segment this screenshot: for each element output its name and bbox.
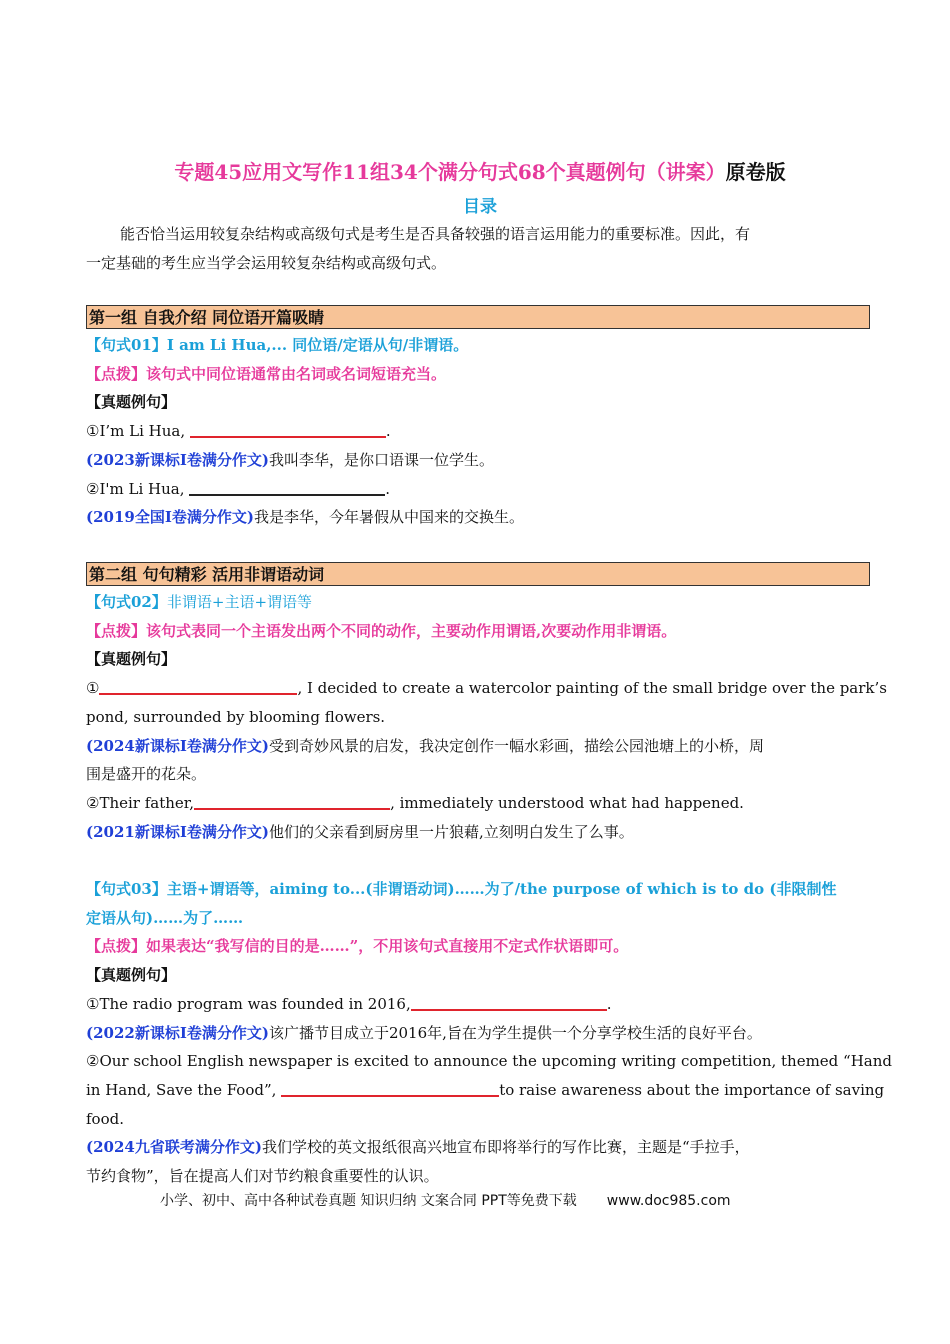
example-end: . [606, 994, 612, 1013]
pattern-label: 【句式03】 [86, 880, 167, 898]
example-text: in Hand, Save the Food”, [86, 1080, 282, 1099]
source-1 [86, 446, 874, 475]
page-title [86, 158, 874, 186]
examples-label: 【真题例句】 [86, 393, 177, 412]
pattern-text: 主语+谓语等，aiming to...(非谓语动词)……为了/the purpose of which is to do (非限制性 [166, 880, 837, 898]
source-translation: 我叫李华，是你口语课一位学生。 [268, 450, 494, 469]
answer-blank[interactable] [194, 790, 390, 810]
example-text: ①I’m Li Hua, [86, 422, 190, 441]
footer-url[interactable]: www.doc985.com [606, 1193, 731, 1209]
group-2-content [86, 588, 887, 846]
example-2 [86, 475, 874, 504]
source-tag: (2021新课标I卷满分作文) [86, 822, 269, 841]
example-text: ②I'm Li Hua, [86, 479, 190, 498]
example-end: . [385, 479, 391, 498]
pattern-text: 非谓语+主语+谓语等 [166, 593, 313, 611]
source-translation: 我是李华，今年暑假从中国来的交换生。 [253, 508, 524, 527]
tip-label: 【点拨】 [86, 621, 147, 640]
example-text: , I decided to create a watercolor painting of the small bridge over the park’s [297, 679, 887, 698]
source-translation: 我们学校的英文报纸很高兴地宣布即将举行的写作比赛，主题是“手拉手， [261, 1138, 750, 1157]
tip-text: 该句式中同位语通常由名词或名词短语充当。 [146, 364, 447, 383]
example-text: ①The radio program was founded in 2016, [86, 994, 411, 1013]
answer-blank[interactable] [190, 418, 386, 438]
answer-blank[interactable] [99, 675, 297, 695]
source-1 [86, 1019, 874, 1048]
tip-text: 该句式表同一个主语发出两个不同的动作，主要动作用谓语,次要动作用非谓语。 [146, 621, 677, 640]
source-translation: 该广播节目成立于2016年,旨在为学生提供一个分享学校生活的良好平台。 [268, 1023, 762, 1042]
source-tag: (2024新课标I卷满分作文) [86, 736, 269, 755]
pattern-02 [86, 588, 874, 617]
tip-label: 【点拨】 [86, 364, 147, 383]
tip-03 [86, 932, 874, 961]
pattern-03-cont: 定语从句)……为了…… [86, 908, 244, 927]
answer-blank[interactable] [281, 1077, 499, 1097]
pattern-label: 【句式02】 [86, 593, 167, 611]
source-tag: (2019全国I卷满分作文) [86, 508, 254, 527]
source-2-cont: 节约食物”，旨在提高人们对节约粮食重要性的认识。 [86, 1167, 439, 1186]
group-1-heading: 第一组 自我介绍 同位语开篇吸睛 [86, 305, 870, 329]
tip-text: 如果表达“我写信的目的是……”，不用该句式直接用不定式作状语即可。 [146, 937, 629, 956]
example-1 [86, 674, 887, 703]
title-main: 专题45应用文写作11组34个满分句式68个真题例句（讲案） [174, 160, 726, 184]
example-2-end: food. [86, 1109, 124, 1128]
source-translation: 受到奇妙风景的启发，我决定创作一幅水彩画，描绘公园池塘上的小桥，周 [268, 736, 764, 755]
source-2 [86, 503, 874, 532]
example-text: , immediately understood what had happened. [390, 793, 744, 812]
page-footer [160, 1190, 860, 1210]
source-2 [86, 818, 874, 847]
source-1-cont: 围是盛开的花朵。 [86, 765, 207, 784]
pattern-01 [86, 331, 874, 360]
toc-label[interactable]: 目录 [463, 197, 497, 217]
answer-blank[interactable] [189, 476, 385, 496]
footer-text: 小学、初中、高中各种试卷真题 知识归纳 文案合同 PPT等免费下载 [160, 1193, 577, 1209]
examples-label: 【真题例句】 [86, 650, 177, 669]
intro-paragraph [86, 220, 874, 278]
source-2 [86, 1133, 874, 1162]
title-suffix: 原卷版 [725, 160, 786, 184]
tip-01 [86, 360, 874, 389]
pattern-label: 【句式01】 [86, 336, 167, 354]
source-tag: (2024九省联考满分作文) [86, 1138, 262, 1157]
source-tag: (2022新课标I卷满分作文) [86, 1023, 269, 1042]
example-2 [86, 789, 874, 818]
example-text: to raise awareness about the importance of saving [499, 1080, 885, 1099]
source-tag: (2023新课标I卷满分作文) [86, 450, 269, 469]
intro-line-1: 能否恰当运用较复杂结构或高级句式是考生是否具备较强的语言运用能力的重要标准。因此，有 [120, 225, 751, 243]
example-end: . [385, 422, 391, 441]
examples-label: 【真题例句】 [86, 966, 177, 985]
answer-blank[interactable] [411, 991, 607, 1011]
example-text: ②Their father, [86, 793, 195, 812]
group-1-content [86, 331, 874, 532]
source-translation: 他们的父亲看到厨房里一片狼藉,立刻明白发生了么事。 [268, 822, 634, 841]
example-1 [86, 417, 874, 446]
example-1 [86, 990, 874, 1019]
example-1-cont: pond, surrounded by blooming flowers. [86, 707, 386, 726]
example-2-cont [86, 1076, 885, 1105]
intro-line-2: 一定基础的考生应当学会运用较复杂结构或高级句式。 [86, 254, 447, 272]
pattern-text: I am Li Hua,... 同位语/定语从句/非谓语。 [166, 336, 469, 354]
group-2-heading: 第二组 句句精彩 活用非谓语动词 [86, 562, 870, 586]
pattern-03 [86, 875, 874, 904]
tip-label: 【点拨】 [86, 937, 147, 956]
example-text: ① [86, 679, 100, 698]
tip-02 [86, 617, 874, 646]
example-2: ②Our school English newspaper is excited to announce the upcoming writing competition, themed “Hand [86, 1052, 893, 1071]
pattern-03-content [86, 875, 893, 1191]
source-1 [86, 732, 874, 761]
